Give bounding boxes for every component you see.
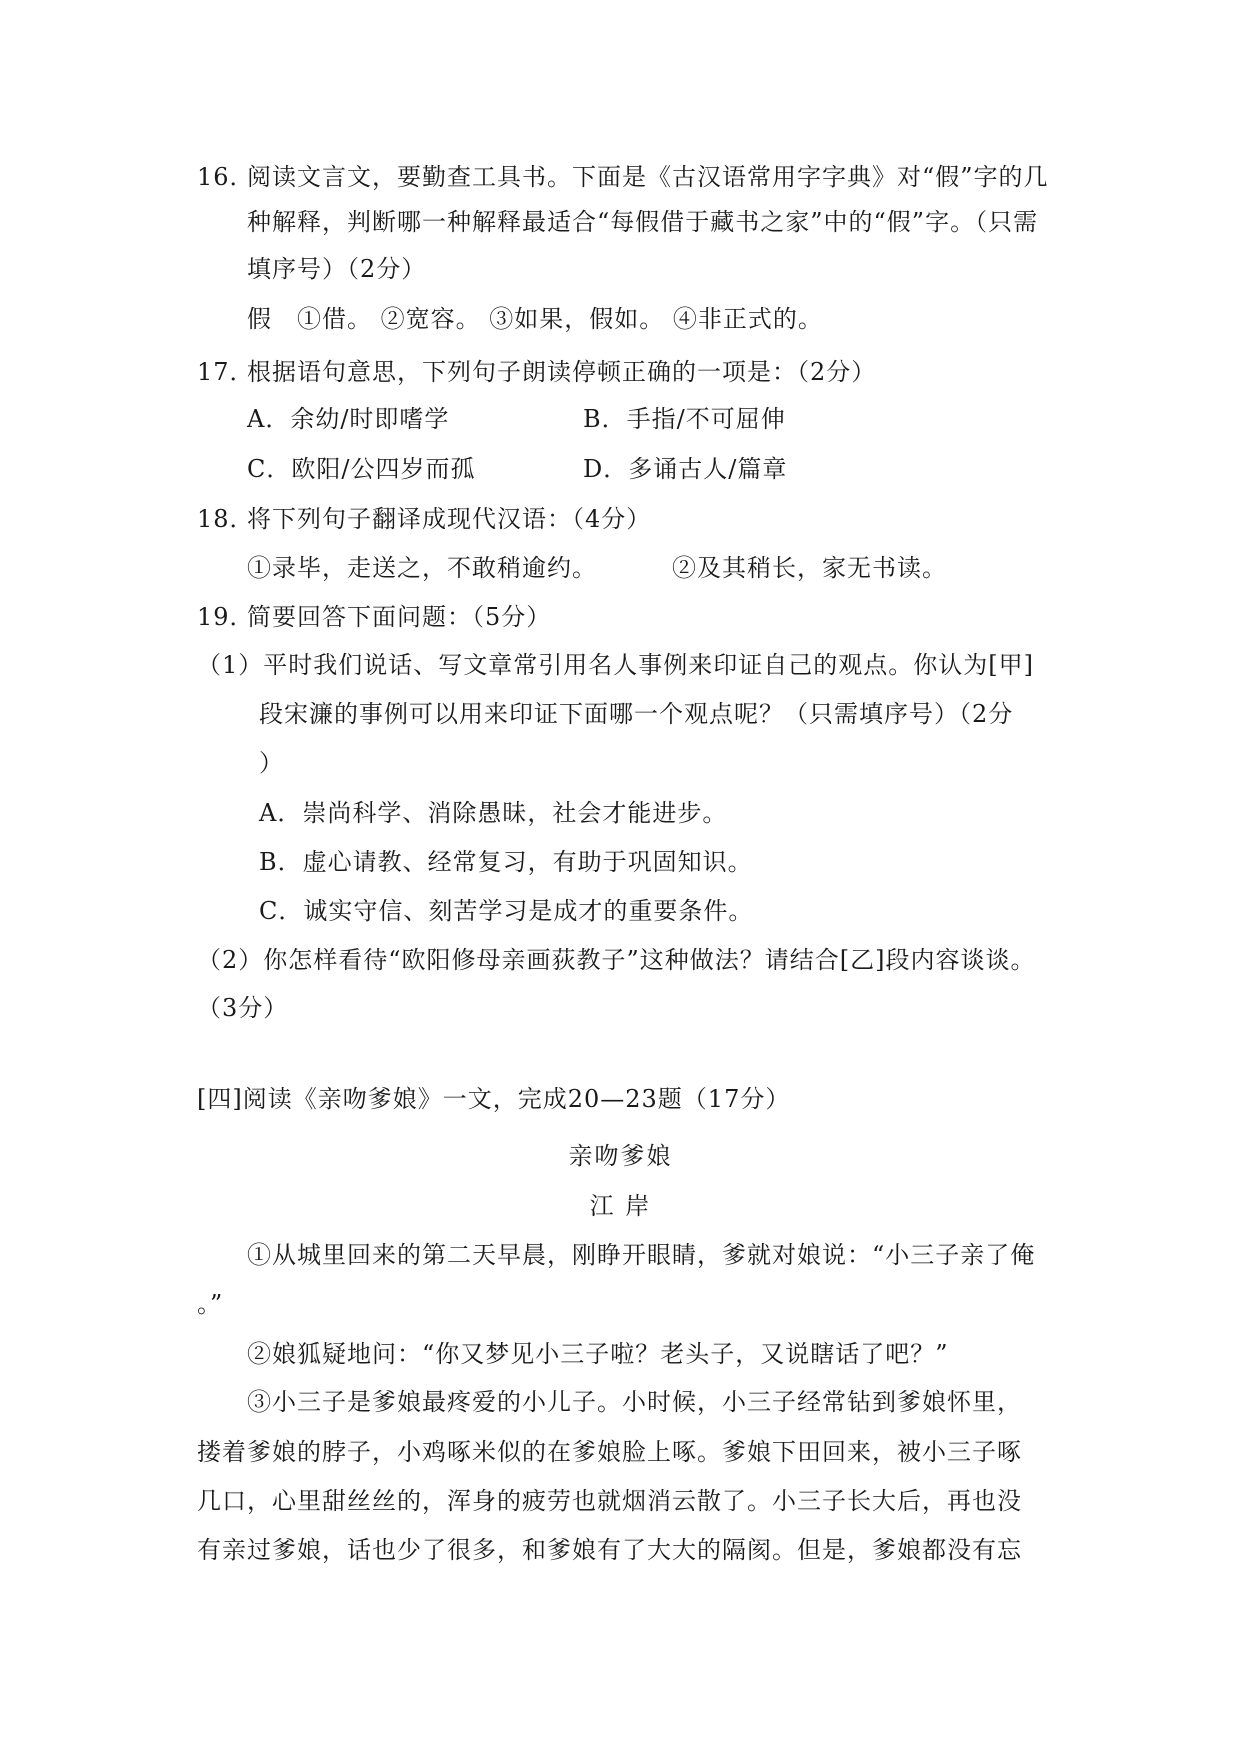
article-para2: ②娘狐疑地问：“你又梦见小三子啦？老头子，又说瞎话了吧？” <box>247 1340 949 1368</box>
section4-heading: [四]阅读《亲吻爹娘》一文，完成20—23题（17分） <box>197 1085 791 1113</box>
article-title: 亲吻爹娘 <box>568 1142 673 1170</box>
q17-line <box>197 355 876 389</box>
q16-number: 16． <box>197 163 255 191</box>
q17-option-b: B．手指/不可屈伸 <box>583 405 786 433</box>
q17-option-a: A．余幼/时即嗜学 <box>247 405 450 433</box>
q19-option-b: B．虚心请教、经常复习，有助于巩固知识。 <box>259 848 753 876</box>
q16-line-1 <box>197 160 1049 194</box>
q19-part2-line-2: （3分） <box>197 994 289 1022</box>
q17-number: 17． <box>197 358 255 386</box>
q18-number: 18． <box>197 505 255 533</box>
article-para3-line-4: 有亲过爹娘，话也少了很多，和爹娘有了大大的隔阂。但是，爹娘都没有忘 <box>197 1536 1022 1564</box>
q19-part2-line-1: （2）你怎样看待“欧阳修母亲画荻教子”这种做法？请结合[乙]段内容谈谈。 <box>197 946 1036 974</box>
q18-line <box>197 502 651 536</box>
q19-line <box>197 600 551 634</box>
q16-line-2: 种解释，判断哪一种解释最适合“每假借于藏书之家”中的“假”字。（只需 <box>247 208 1039 236</box>
q19-number: 19． <box>197 603 255 631</box>
article-para1-line-2: 。” <box>197 1290 224 1318</box>
q16-line-3: 填序号）（2分） <box>247 255 427 283</box>
q18-sentence-1: ①录毕，走送之，不敢稍逾约。 <box>247 554 597 582</box>
q17-option-d: D．多诵古人/篇章 <box>583 455 788 483</box>
q19-option-a: A．崇尚科学、消除愚昧，社会才能进步。 <box>259 799 728 827</box>
q16-options: 假 ①借。 ②宽容。 ③如果，假如。 ④非正式的。 <box>247 305 823 333</box>
article-author: 江 岸 <box>589 1192 652 1220</box>
q17-text: 根据语句意思，下列句子朗读停顿正确的一项是：（2分） <box>247 358 877 386</box>
q19-part1-line-3: ） <box>259 749 284 777</box>
q19-option-c: C．诚实守信、刻苦学习是成才的重要条件。 <box>259 897 754 925</box>
article-para3-line-2: 搂着爹娘的脖子，小鸡啄米似的在爹娘脸上啄。爹娘下田回来，被小三子啄 <box>197 1438 1022 1466</box>
article-para3-line-1: ③小三子是爹娘最疼爱的小儿子。小时候，小三子经常钻到爹娘怀里， <box>247 1388 1022 1416</box>
q19-part1-line-1: （1）平时我们说话、写文章常引用名人事例来印证自己的观点。你认为[甲] <box>197 651 1034 679</box>
q19-text: 简要回答下面问题：（5分） <box>247 603 552 631</box>
q18-sentence-2: ②及其稍长，家无书读。 <box>672 554 947 582</box>
article-para1-line-1: ①从城里回来的第二天早晨，刚睁开眼睛，爹就对娘说：“小三子亲了俺 <box>247 1241 1036 1269</box>
article-para3-line-3: 几口，心里甜丝丝的，浑身的疲劳也就烟消云散了。小三子长大后，再也没 <box>197 1487 1022 1515</box>
q17-option-c: C．欧阳/公四岁而孤 <box>247 455 476 483</box>
q16-text-1: 阅读文言文，要勤查工具书。下面是《古汉语常用字字典》对“假”字的几 <box>247 163 1049 191</box>
q18-text: 将下列句子翻译成现代汉语：（4分） <box>247 505 652 533</box>
q19-part1-line-2: 段宋濂的事例可以用来印证下面哪一个观点呢？（只需填序号）（2分 <box>259 700 1014 728</box>
